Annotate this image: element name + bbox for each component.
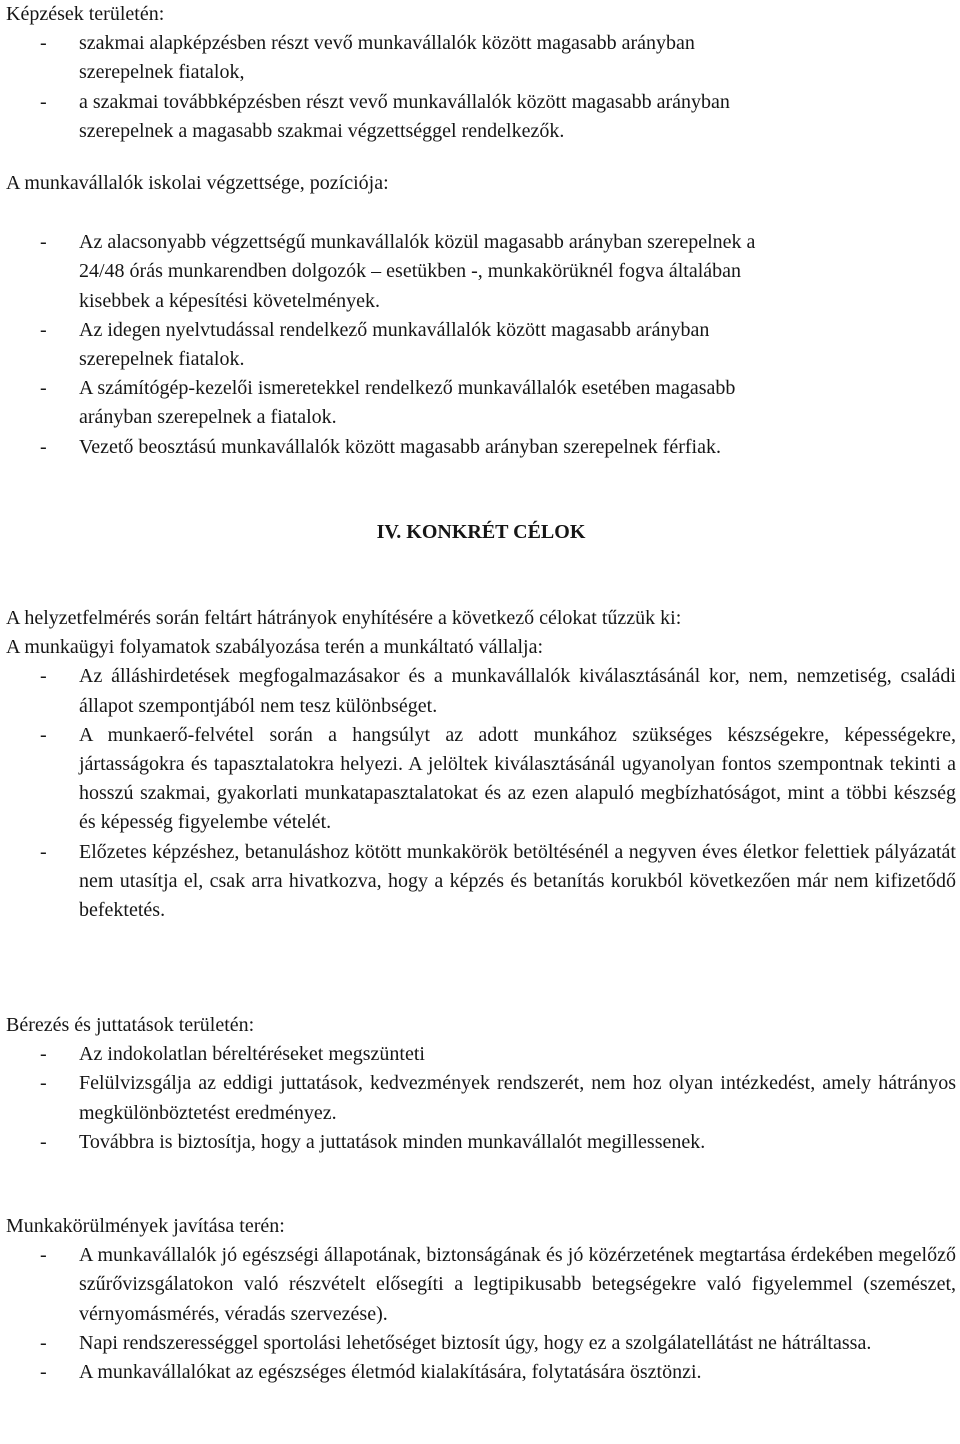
list-dash: - — [40, 435, 47, 458]
list-item-line: a szakmai továbbképzésben részt vevő munkavállalók között magasabb arányban — [79, 90, 730, 113]
list-dash: - — [40, 318, 47, 341]
section-heading: Képzések területén: — [6, 3, 165, 25]
list-item — [6, 1069, 956, 1127]
list-item — [6, 29, 956, 87]
list-item — [6, 838, 956, 926]
list-dash: - — [40, 377, 47, 400]
section-heading: Munkakörülmények javítása terén: — [6, 1215, 285, 1237]
list-item-text: A munkaerő-felvétel során a hangsúlyt az adott munkához szükséges készségekre, képességekre, jártasságokra és tapasztalatokra helyezi. A jelöltek kiválasztásánál ugyanolyan fontos szempontnak tekinti a hosszú szakmai, gyakorlati munkatapasztalatokat és az ezen alapuló megbízhatóságot, mint a többi készség és képesség figyelembe vételét. — [79, 723, 956, 834]
section-training — [6, 0, 956, 146]
list-item-line: Az alacsonyabb végzettségű munkavállalók közül magasabb arányban szerepelnek a — [79, 231, 756, 254]
list-item-text: Az álláshirdetések megfogalmazásakor és a munkavállalók kiválasztásánál kor, nem, nemzetiség, családi állapot szempontjából nem tesz különbséget. — [79, 665, 956, 717]
list-dash: - — [40, 1331, 47, 1354]
list-item — [6, 228, 956, 316]
list-dash: - — [40, 1244, 47, 1267]
section-wages — [6, 1011, 956, 1157]
list-item — [6, 433, 956, 462]
list-dash: - — [40, 1043, 47, 1066]
list-dash: - — [40, 840, 47, 863]
list-item-text: A munkavállalók jó egészségi állapotának, biztonságának és jó közérzetének megtartása érdekében megelőző szűrővizsgálatokon való részvételt elősegíti a legtipikusabb betegségekre való figyelemmel (szemészet, vérnyomásmérés, véradás szervezése). — [79, 1244, 956, 1325]
list-item — [6, 1128, 956, 1157]
list-item — [6, 1241, 956, 1329]
list-item-text: Előzetes képzéshez, betanuláshoz kötött munkakörök betöltésénél a negyven éves életkor felettiek pályázatát nem utasítja el, csak arra hivatkozva, hogy a képzés és betanítás korukból következően már nem kifizetődő befektetés. — [79, 840, 956, 922]
section-intro: A helyzetfelmérés során feltárt hátrányok enyhítésére a következő célokat tűzzük ki: — [6, 607, 682, 629]
section-goals — [6, 604, 956, 925]
section-heading: A munkavállalók iskolai végzettsége, pozíciója: — [6, 172, 389, 194]
list-item-text: Az indokolatlan béreltéréseket megszünteti — [79, 1043, 425, 1066]
list-item-line: 24/48 órás munkarendben dolgozók – esetükben -, munkakörüknél fogva általában — [79, 260, 742, 283]
chapter-title: IV. KONKRÉT CÉLOK — [376, 521, 586, 543]
list-item-text: A munkavállalókat az egészséges életmód kialakítására, folytatására ösztönzi. — [79, 1361, 702, 1384]
list-item-text: Felülvizsgálja az eddigi juttatások, kedvezmények rendszerét, nem hoz olyan intézkedést, amely hátrányos megkülönböztetést eredményez. — [79, 1072, 956, 1124]
section-heading: A munkaügyi folyamatok szabályozása terén a munkáltató vállalja: — [6, 636, 544, 659]
section-education — [6, 169, 956, 462]
list-item-line: Az idegen nyelvtudással rendelkező munkavállalók között magasabb arányban — [79, 318, 710, 341]
list-item-line: arányban szerepelnek a fiatalok. — [79, 406, 337, 429]
list-dash: - — [40, 90, 47, 113]
list-item — [6, 88, 956, 146]
list-item-text: Napi rendszerességgel sportolási lehetőséget biztosít úgy, hogy ez a szolgálatellátást ne hátráltassa. — [79, 1331, 872, 1354]
list-item — [6, 1040, 956, 1069]
list-dash: - — [40, 1072, 47, 1095]
list-item-line: szerepelnek fiatalok, — [79, 61, 245, 84]
list-item-line: kisebbek a képesítési követelmények. — [79, 289, 381, 312]
list-item-line: szerepelnek a magasabb szakmai végzettséggel rendelkezők. — [79, 119, 565, 142]
list-item — [6, 721, 956, 838]
list-item-text: Továbbra is biztosítja, hogy a juttatások minden munkavállalót megillessenek. — [79, 1130, 706, 1153]
section-working-conditions — [6, 1212, 956, 1387]
list-item — [6, 662, 956, 720]
list-dash: - — [40, 723, 47, 746]
list-dash: - — [40, 665, 47, 688]
list-item-line: szerepelnek fiatalok. — [79, 348, 245, 371]
list-dash: - — [40, 1361, 47, 1384]
list-dash: - — [40, 1130, 47, 1153]
list-dash: - — [40, 32, 47, 55]
list-item — [6, 374, 956, 432]
list-item-line: szakmai alapképzésben részt vevő munkavállalók között magasabb arányban — [79, 32, 695, 55]
section-heading: Bérezés és juttatások területén: — [6, 1014, 255, 1036]
list-item — [6, 1358, 956, 1387]
list-item — [6, 1329, 956, 1358]
list-item-line: Vezető beosztású munkavállalók között magasabb arányban szerepelnek férfiak. — [79, 435, 721, 458]
list-item-line: A számítógép-kezelői ismeretekkel rendelkező munkavállalók esetében magasabb — [79, 377, 736, 400]
list-item — [6, 316, 956, 374]
list-dash: - — [40, 231, 47, 254]
